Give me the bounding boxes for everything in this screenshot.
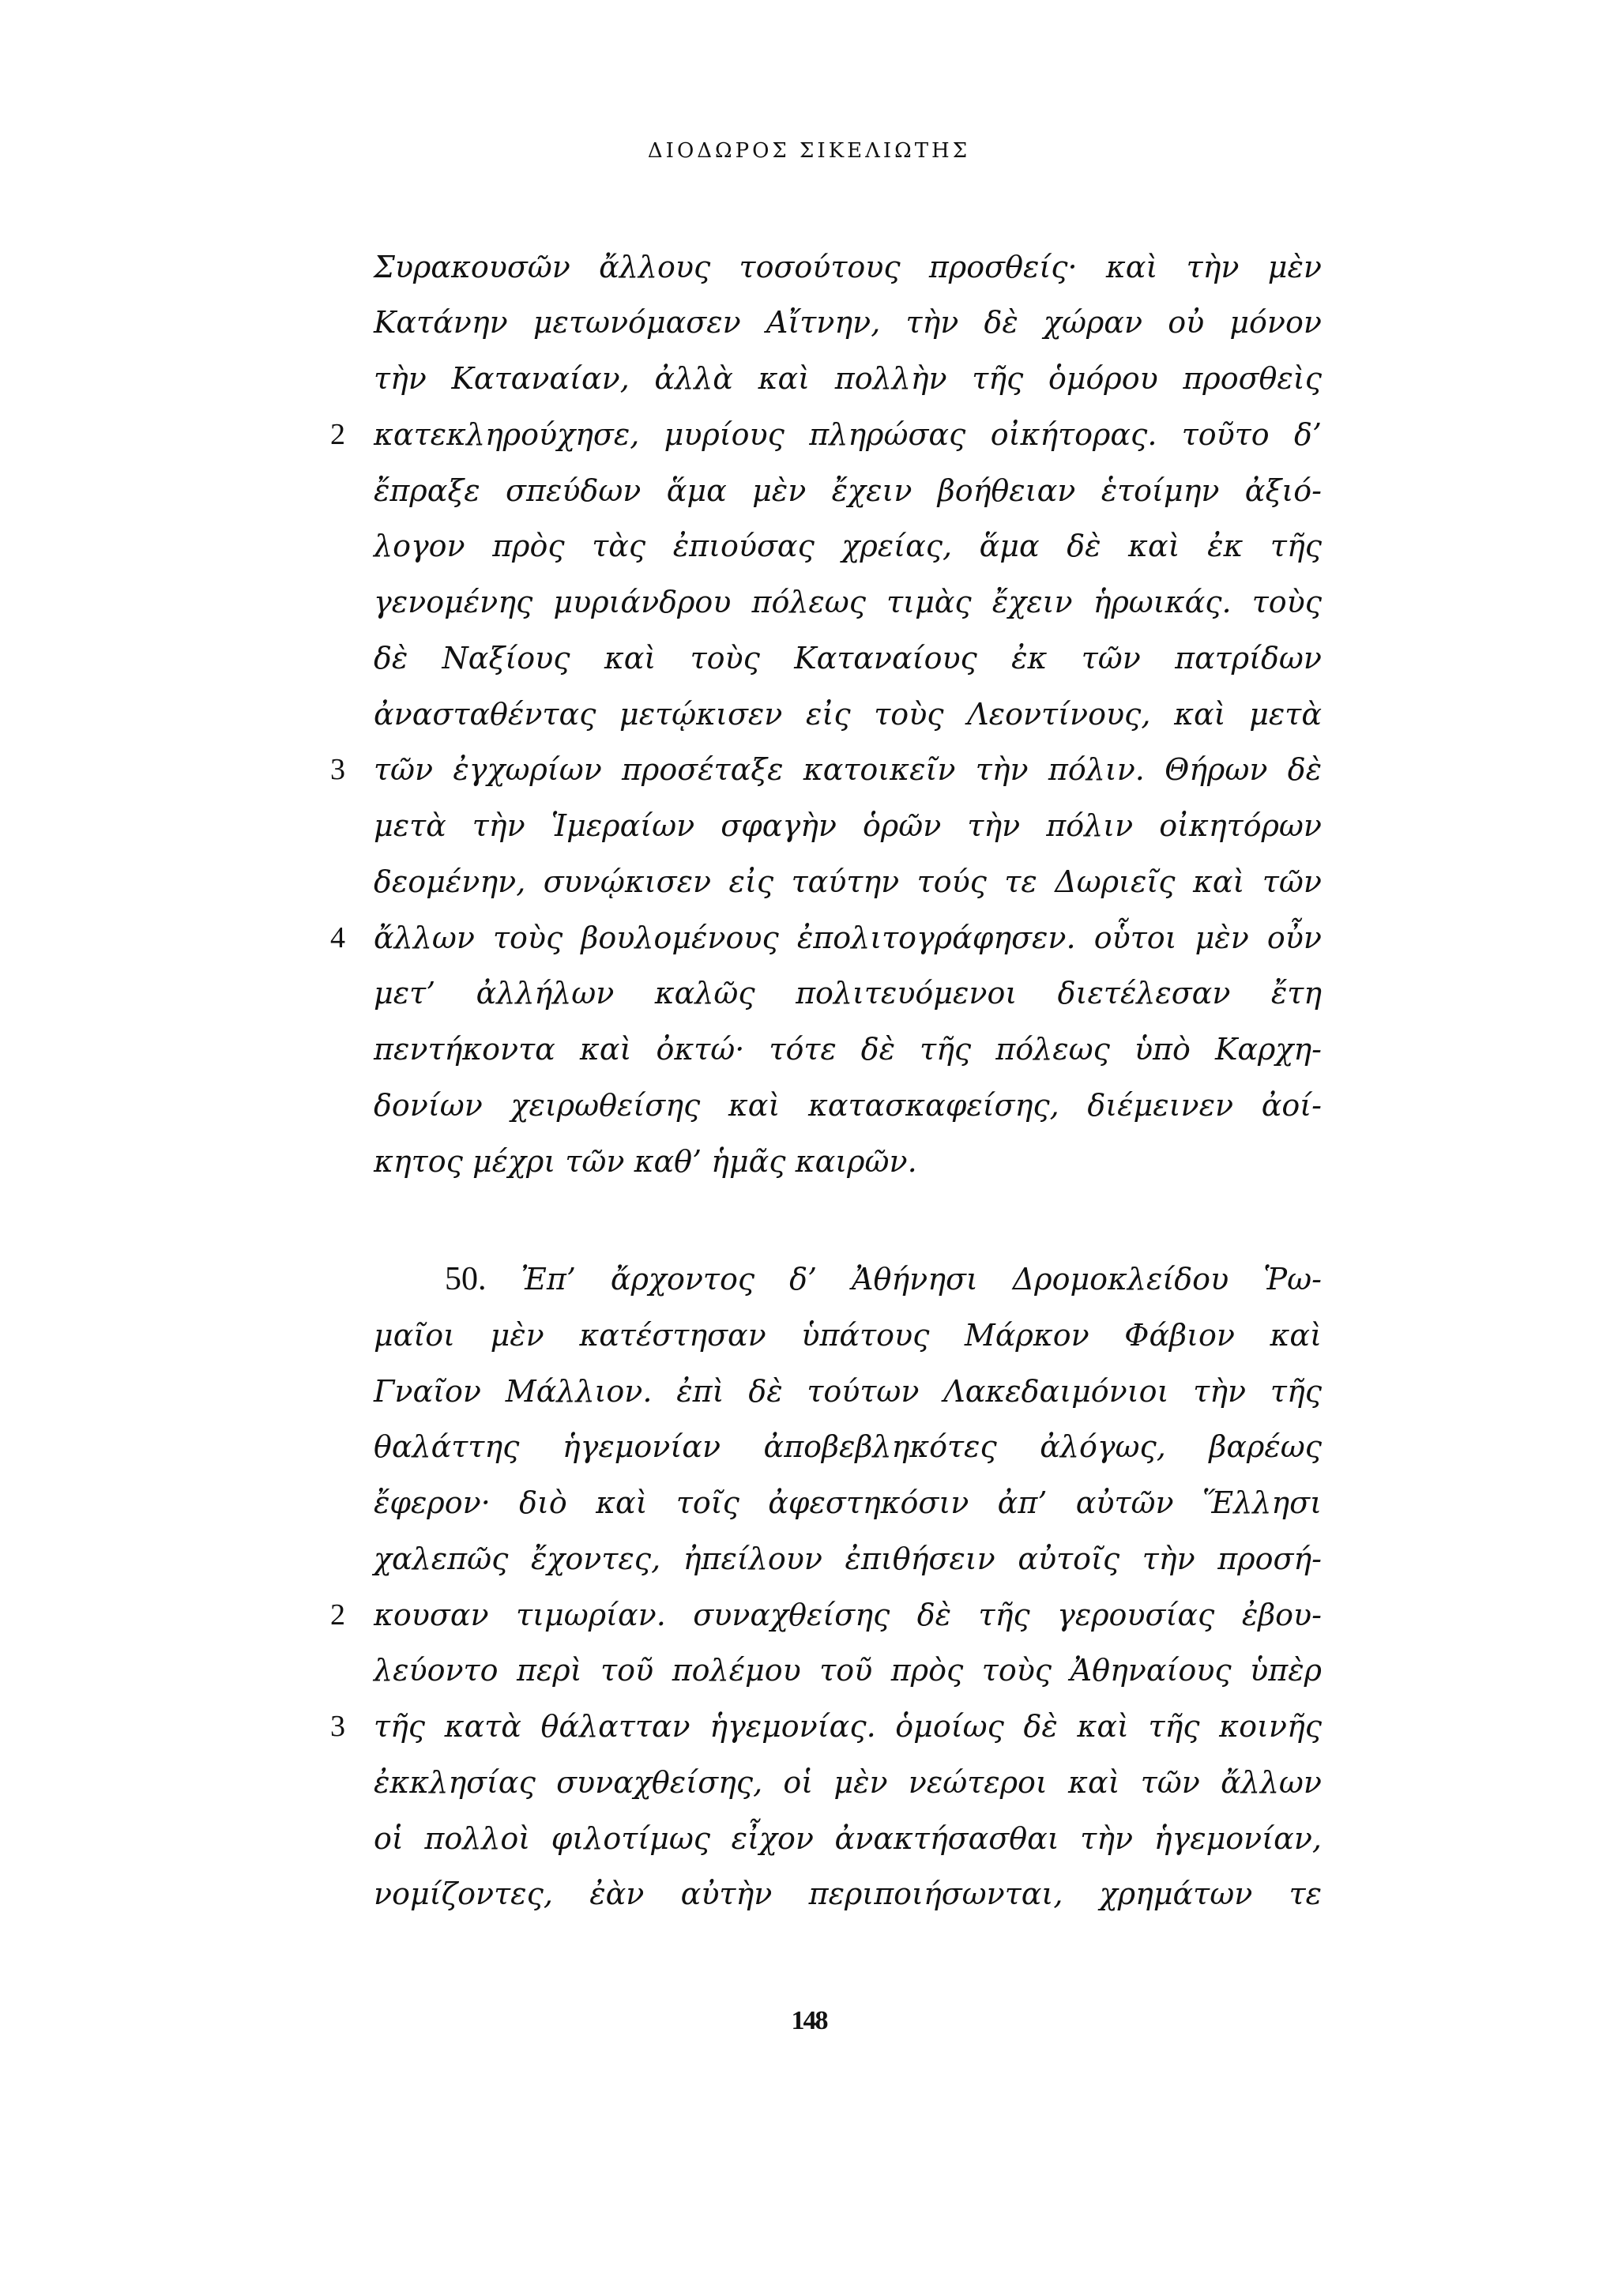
section-margin-number: 4 xyxy=(330,921,345,954)
text-line: ἄλλων τοὺς βουλομένους ἐπολιτογράφησεν. οὗτοι μὲν οὖν xyxy=(374,920,1322,955)
text-line: χαλεπῶς ἔχοντες, ἠπείλουν ἐπιθήσειν αὐτοῖς τὴν προσή- xyxy=(374,1541,1322,1576)
text-line: τῶν ἐγχωρίων προσέταξε κατοικεῖν τὴν πόλιν. Θήρων δὲ xyxy=(374,752,1322,787)
text-line: γενομένης μυριάνδρου πόλεως τιμὰς ἔχειν ἡρωικάς. τοὺς xyxy=(374,585,1322,619)
text-line: ἔφερον· διὸ καὶ τοῖς ἀφεστηκόσιν ἀπ’ αὐτῶν Ἕλλησι xyxy=(374,1485,1322,1520)
text-line: θαλάττης ἡγεμονίαν ἀποβεβληκότες ἀλόγως, βαρέως xyxy=(374,1429,1322,1464)
text-line: μετὰ τὴν Ἱμεραίων σφαγὴν ὁρῶν τὴν πόλιν οἰκητόρων xyxy=(374,808,1322,843)
text-line: ἔπραξε σπεύδων ἅμα μὲν ἔχειν βοήθειαν ἑτοίμην ἀξιό- xyxy=(374,473,1322,508)
text-line: οἱ πολλοὶ φιλοτίμως εἶχον ἀνακτήσασθαι τὴν ἡγεμονίαν, xyxy=(374,1821,1322,1856)
text-line: Συρακουσῶν ἄλλους τοσούτους προσθείς· καὶ τὴν μὲν xyxy=(374,250,1322,284)
text-line: τὴν Καταναίαν, ἀλλὰ καὶ πολλὴν τῆς ὁμόρου προσθεὶς xyxy=(374,361,1322,396)
section-margin-number: 2 xyxy=(330,418,345,451)
text-line: τῆς κατὰ θάλατταν ἡγεμονίας. ὁμοίως δὲ καὶ τῆς κοινῆς xyxy=(374,1709,1322,1744)
text-line: Κατάνην μετωνόμασεν Αἴτνην, τὴν δὲ χώραν οὐ μόνον xyxy=(374,305,1322,340)
text-line: δονίων χειρωθείσης καὶ κατασκαφείσης, διέμεινεν ἀοί- xyxy=(374,1088,1322,1123)
text-line: κατεκληρούχησε, μυρίους πληρώσας οἰκήτορας. τοῦτο δ’ xyxy=(374,417,1322,452)
text-line: λεύοντο περὶ τοῦ πολέμου τοῦ πρὸς τοὺς Ἀθηναίους ὑπὲρ xyxy=(374,1653,1322,1688)
text-line: ἐκκλησίας συναχθείσης, οἱ μὲν νεώτεροι καὶ τῶν ἄλλων xyxy=(374,1765,1322,1800)
text-line: κουσαν τιμωρίαν. συναχθείσης δὲ τῆς γερουσίας ἐβου- xyxy=(374,1598,1322,1632)
section-margin-number: 3 xyxy=(330,1710,345,1743)
text-line: ἀνασταθέντας μετῴκισεν εἰς τοὺς Λεοντίνους, καὶ μετὰ xyxy=(374,697,1322,732)
page-number: 148 xyxy=(791,2006,827,2035)
text-line: Γναῖον Μάλλιον. ἐπὶ δὲ τούτων Λακεδαιμόνιοι τὴν τῆς xyxy=(374,1374,1322,1409)
text-line: νομίζοντες, ἐὰν αὐτὴν περιποιήσωνται, χρημάτων τε xyxy=(374,1876,1322,1911)
text-line: πεντήκοντα καὶ ὀκτώ· τότε δὲ τῆς πόλεως ὑπὸ Καρχη- xyxy=(374,1032,1322,1067)
text-line: δεομένην, συνῴκισεν εἰς ταύτην τούς τε Δωριεῖς καὶ τῶν xyxy=(374,864,1322,899)
running-head: ΔΙΟΔΩΡΟΣ ΣΙΚΕΛΙΩΤΗΣ xyxy=(647,139,971,163)
text-line: Ἐπ’ ἄρχοντος δ’ Ἀθήνησι Δρομοκλείδου Ῥω- xyxy=(521,1262,1322,1297)
section-margin-number: 3 xyxy=(330,753,345,786)
section-margin-number: 2 xyxy=(330,1598,345,1632)
text-line: δὲ Ναξίους καὶ τοὺς Καταναίους ἐκ τῶν πατρίδων xyxy=(374,641,1322,676)
text-line: μαῖοι μὲν κατέστησαν ὑπάτους Μάρκον Φάβιον καὶ xyxy=(374,1318,1322,1353)
chapter-number: 50. xyxy=(445,1261,487,1297)
text-line: κητος μέχρι τῶν καθ’ ἡμᾶς καιρῶν. xyxy=(374,1144,917,1179)
text-line-with-section-number xyxy=(445,1252,1322,1307)
text-line: λογον πρὸς τὰς ἐπιούσας χρείας, ἅμα δὲ καὶ ἐκ τῆς xyxy=(374,529,1322,563)
text-line: μετ’ ἀλλήλων καλῶς πολιτευόμενοι διετέλεσαν ἔτη xyxy=(374,976,1322,1011)
